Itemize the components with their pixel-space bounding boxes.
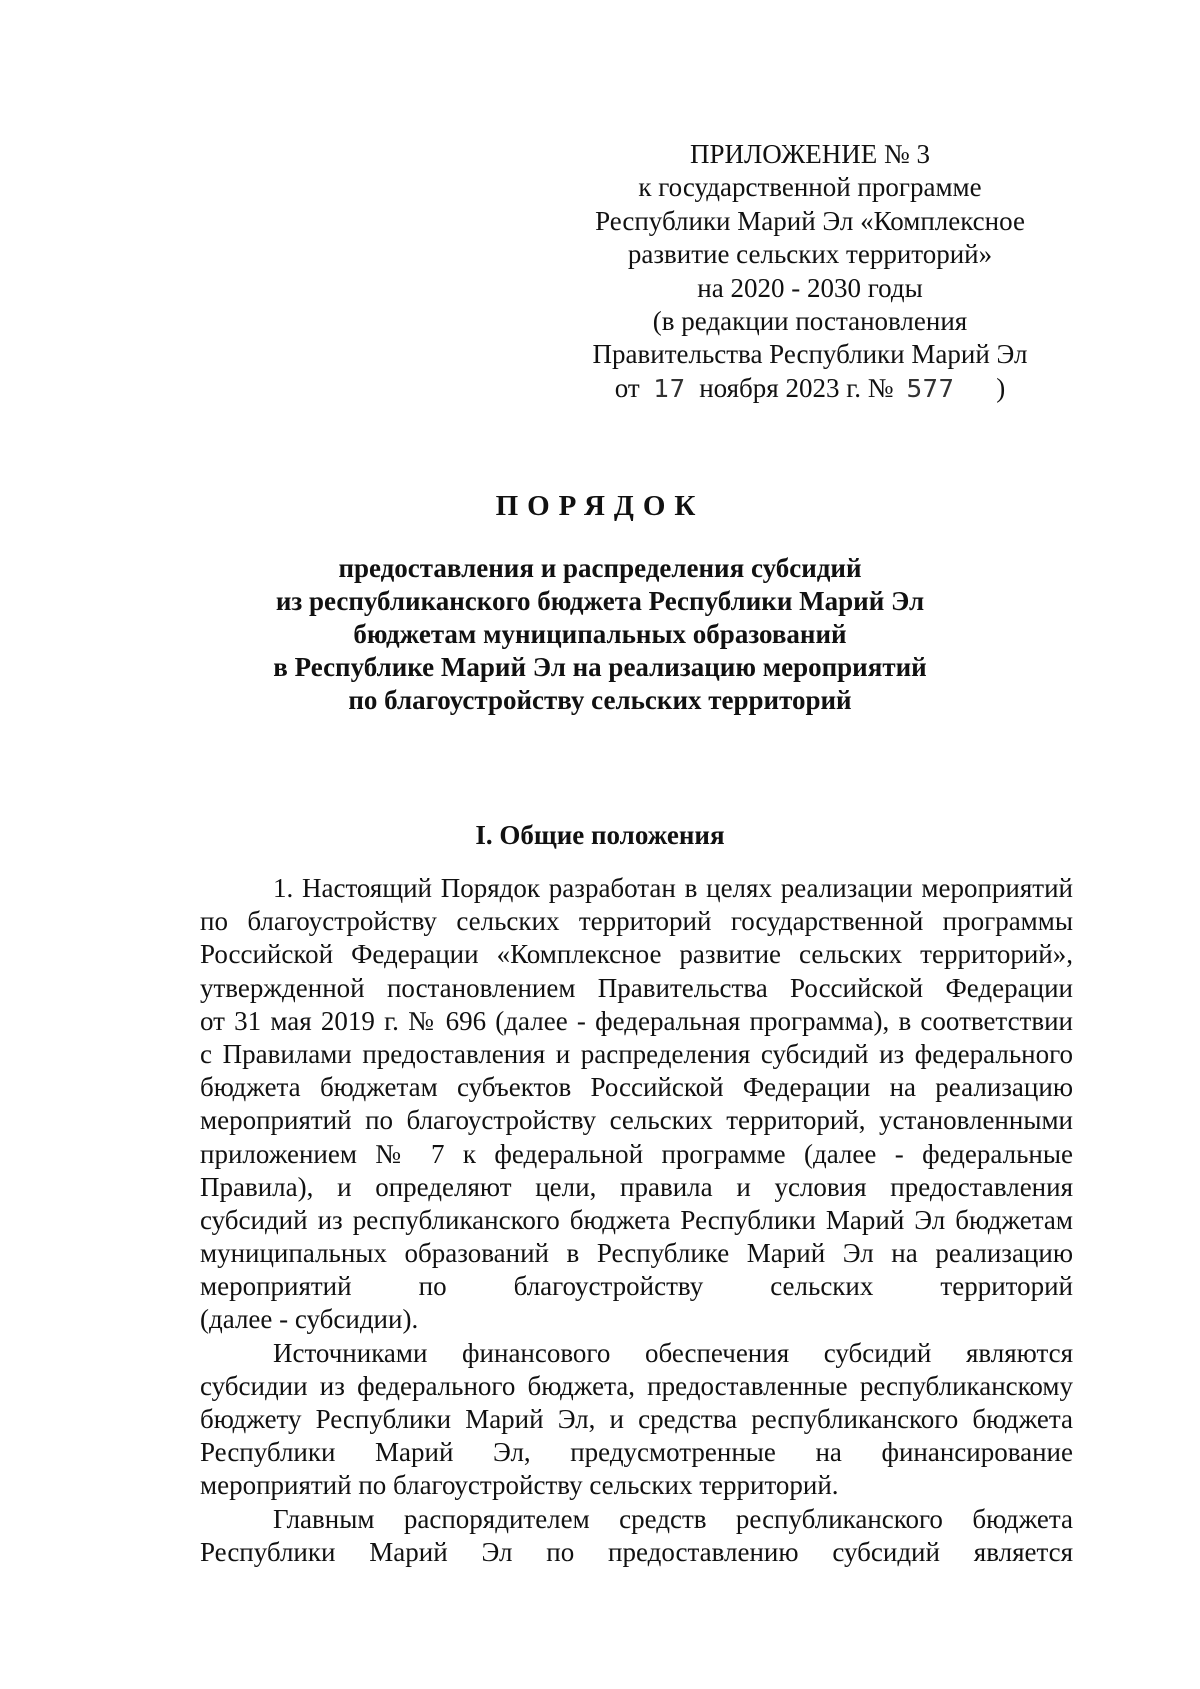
document-title: ПОРЯДОК: [495, 490, 705, 522]
paragraph-line: Источниками финансового обеспечения субсидий являются: [273, 1337, 1073, 1368]
section-heading: I. Общие положения: [475, 820, 725, 850]
appendix-line: к государственной программе: [638, 172, 982, 203]
date-month-year: ноября 2023 г. №: [699, 372, 894, 403]
appendix-block: [560, 138, 1060, 405]
appendix-date-line: [560, 372, 1060, 405]
appendix-line: Республики Марий Эл «Комплексное: [595, 205, 1025, 236]
paragraph-line: приложением № 7 к федеральной программе (далее - федеральные: [200, 1138, 1073, 1169]
appendix-title: ПРИЛОЖЕНИЕ № 3: [689, 139, 931, 169]
paragraph-line: Республики Марий Эл, предусмотренные на финансирование: [200, 1437, 1073, 1468]
paragraph-line: субсидии из федерального бюджета, предоставленные республиканскому: [200, 1370, 1073, 1401]
paragraph-line: субсидий из республиканского бюджета Республики Марий Эл бюджетам: [200, 1204, 1073, 1235]
subtitle-line: бюджетам муниципальных образований: [353, 619, 847, 649]
subtitle-line: в Республике Марий Эл на реализацию мероприятий: [273, 652, 927, 682]
subtitle-line: предоставления и распределения субсидий: [338, 553, 862, 583]
appendix-line: (в редакции постановления: [652, 306, 968, 337]
paragraph-line: по благоустройству сельских территорий государственной программы: [200, 906, 1073, 937]
paragraph-line: мероприятий по благоустройству сельских территорий: [200, 1271, 1073, 1302]
appendix-line: Правительства Республики Марий Эл: [592, 339, 1028, 370]
paragraph-line: с Правилами предоставления и распределения субсидий из федерального: [200, 1038, 1073, 1069]
paragraph-line: муниципальных образований в Республике Марий Эл на реализацию: [200, 1238, 1073, 1269]
paragraph-line: Республики Марий Эл по предоставлению субсидий является: [200, 1536, 1073, 1567]
appendix-line: на 2020 - 2030 годы: [697, 272, 923, 303]
document-subtitle: [200, 552, 1000, 717]
paragraph-line: Российской Федерации «Комплексное развитие сельских территорий»,: [200, 939, 1073, 970]
date-close-paren: ): [996, 372, 1006, 403]
paragraph-line: Главным распорядителем средств республиканского бюджета: [273, 1503, 1073, 1534]
subtitle-line: по благоустройству сельских территорий: [348, 685, 852, 715]
paragraph-line: Правила), и определяют цели, правила и условия предоставления: [200, 1171, 1073, 1202]
paragraph-line: 1. Настоящий Порядок разработан в целях реализации мероприятий: [273, 873, 1073, 903]
paragraph-line: от 31 мая 2019 г. № 696 (далее - федеральная программа), в соответствии: [200, 1005, 1073, 1036]
handwritten-number: 577: [906, 373, 955, 403]
paragraph-line: утвержденной постановлением Правительства Российской Федерации: [200, 972, 1073, 1003]
body-text: [200, 872, 1073, 1569]
paragraph-line: мероприятий по благоустройству сельских территорий.: [200, 1470, 839, 1501]
paragraph-line: мероприятий по благоустройству сельских территорий, установленными: [200, 1105, 1073, 1136]
paragraph-line: бюджета бюджетам субъектов Российской Федерации на реализацию: [200, 1072, 1073, 1103]
subtitle-line: из республиканского бюджета Республики Марий Эл: [275, 586, 925, 616]
paragraph-line: (далее - субсидии).: [200, 1304, 419, 1335]
handwritten-day: 17: [653, 373, 686, 403]
appendix-line: развитие сельских территорий»: [627, 239, 993, 270]
paragraph-line: бюджету Республики Марий Эл, и средства республиканского бюджета: [200, 1404, 1073, 1434]
date-prefix: от: [614, 372, 640, 403]
